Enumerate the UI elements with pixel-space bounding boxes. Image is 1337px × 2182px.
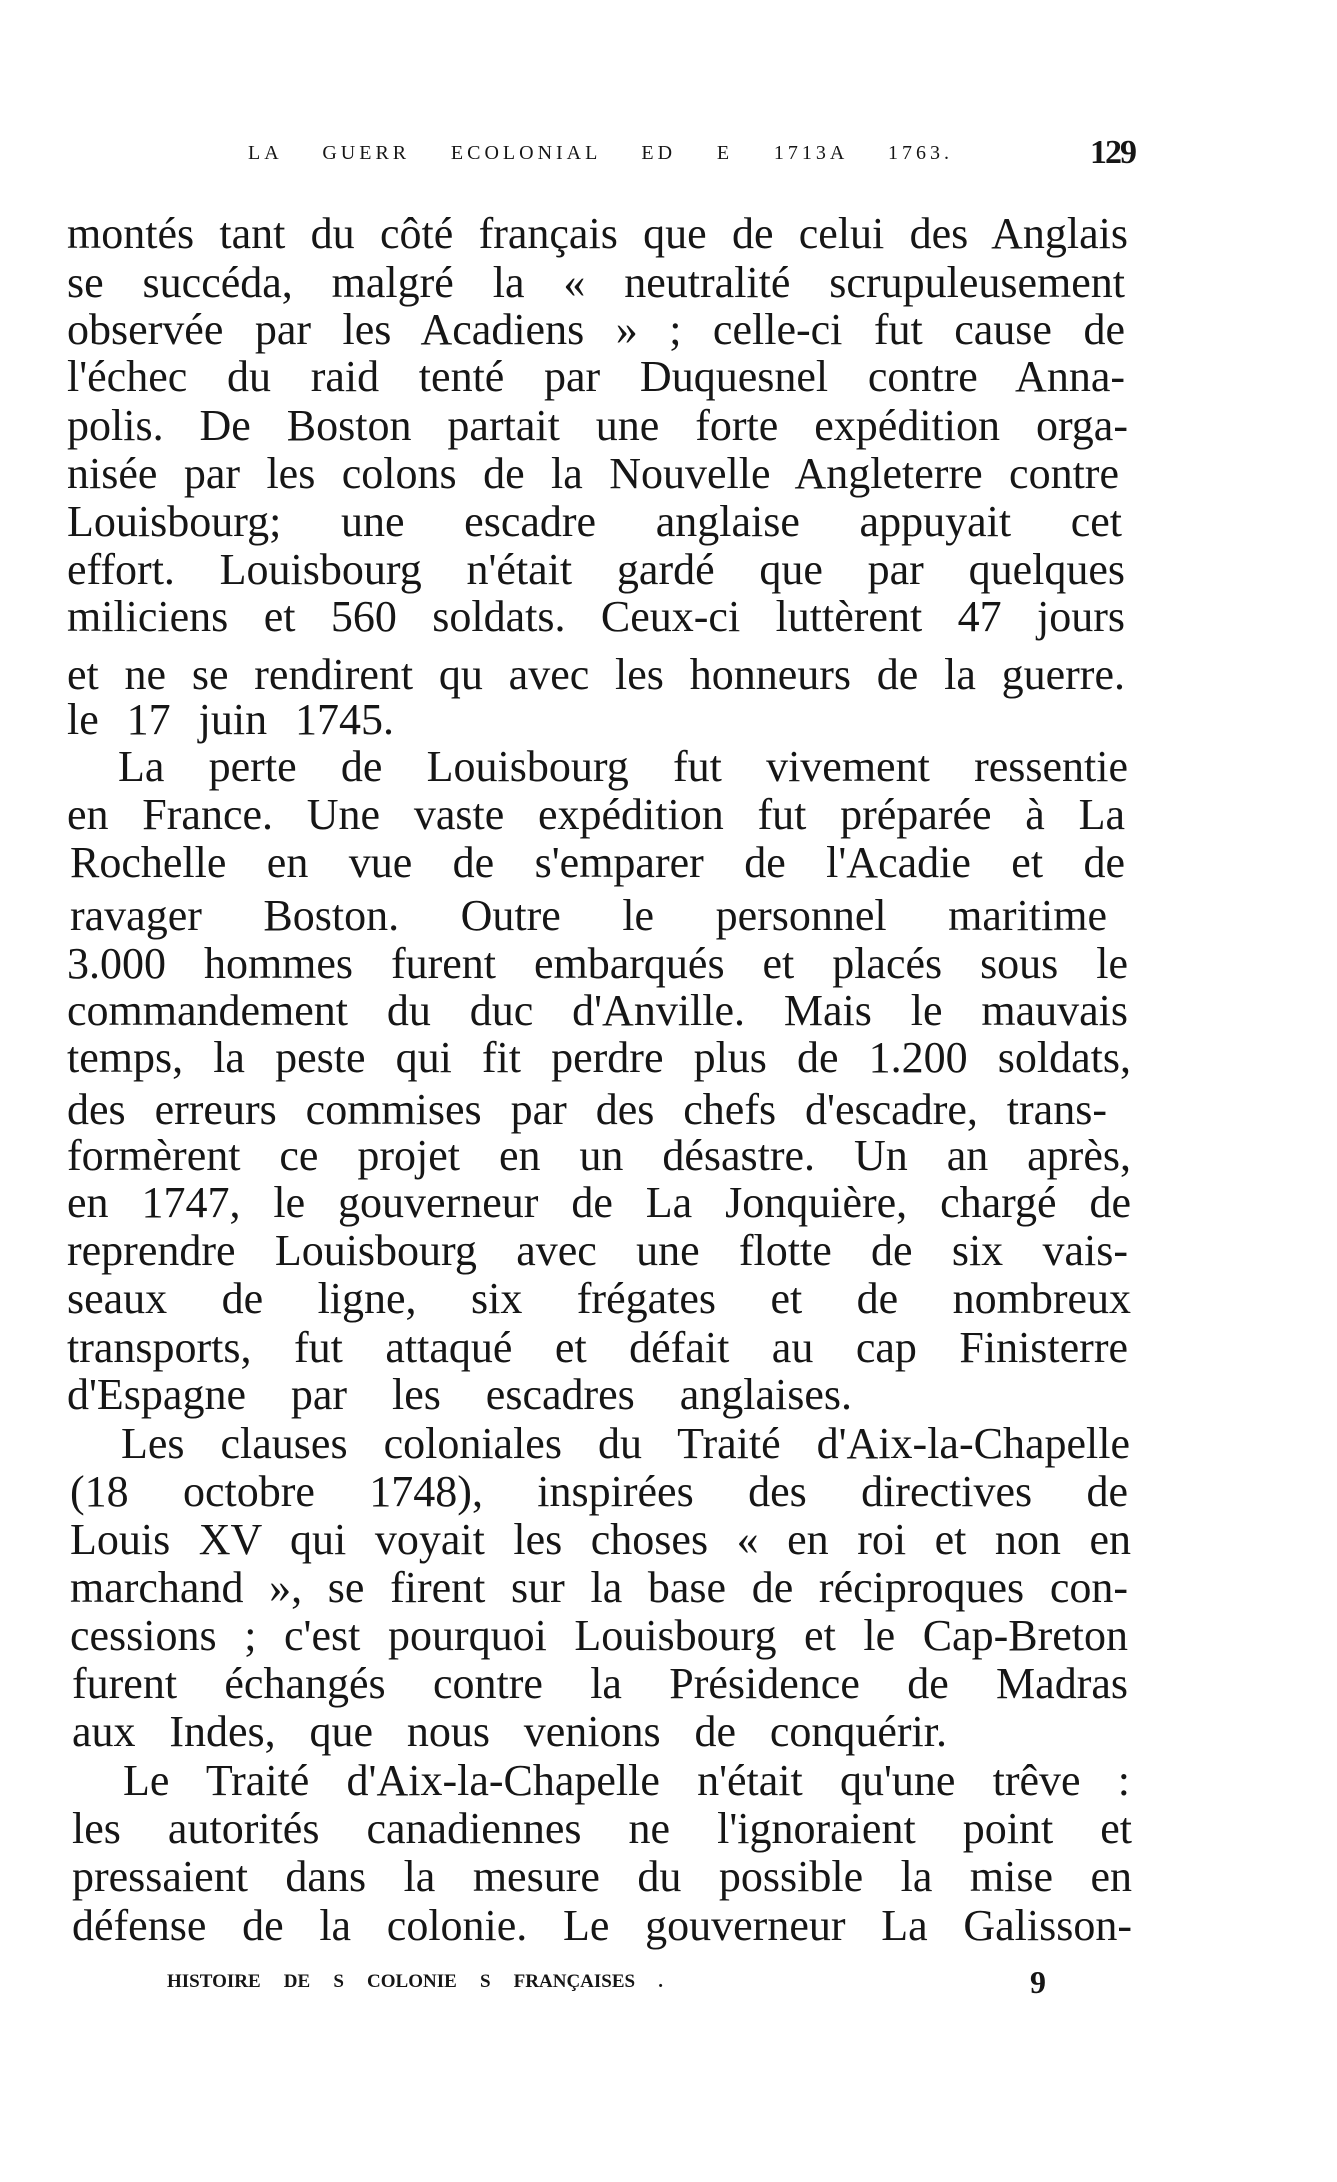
body-line: commandement du duc d'Anville. Mais le mauvais — [67, 986, 1128, 1035]
body-line: reprendre Louisbourg avec une flotte de six vais- — [67, 1226, 1128, 1275]
body-line: transports, fut attaqué et défait au cap Finisterre — [67, 1323, 1128, 1372]
body-line: temps, la peste qui fit perdre plus de 1.200 soldats, — [67, 1033, 1131, 1082]
body-line: les autorités canadiennes ne l'ignoraient point et — [72, 1804, 1132, 1853]
signature-number: 9 — [1030, 1964, 1046, 2000]
body-line: en France. Une vaste expédition fut préparée à La — [67, 790, 1125, 839]
body-line: montés tant du côté français que de celui des Anglais — [67, 209, 1128, 258]
body-line: marchand », se firent sur la base de réciproques con- — [70, 1563, 1128, 1612]
body-line: et ne se rendirent qu avec les honneurs de la guerre. — [67, 650, 1125, 699]
running-title: LA GUERR ECOLONIAL ED E 1713A 1763. — [248, 142, 953, 164]
body-line: effort. Louisbourg n'était gardé que par quelques — [67, 545, 1125, 594]
body-line: Le Traité d'Aix-la-Chapelle n'était qu'une trêve : — [123, 1756, 1130, 1805]
signature-title: HISTOIRE DE S COLONIE S FRANÇAISES . — [167, 1971, 663, 1992]
page-number: 129 — [1090, 134, 1135, 171]
body-line: d'Espagne par les escadres anglaises. — [67, 1370, 852, 1419]
body-line: aux Indes, que nous venions de conquérir. — [72, 1707, 947, 1756]
body-line: seaux de ligne, six frégates et de nombreux — [67, 1274, 1131, 1323]
body-line: en 1747, le gouverneur de La Jonquière, chargé de — [67, 1178, 1131, 1227]
body-line: furent échangés contre la Présidence de Madras — [72, 1659, 1128, 1708]
body-line: se succéda, malgré la « neutralité scrupuleusement — [67, 258, 1125, 307]
body-line: formèrent ce projet en un désastre. Un an après, — [67, 1131, 1131, 1180]
body-line: des erreurs commises par des chefs d'escadre, trans- — [67, 1085, 1107, 1134]
body-line: La perte de Louisbourg fut vivement ressentie — [118, 742, 1128, 791]
body-line: le 17 juin 1745. — [67, 695, 394, 744]
body-line: polis. De Boston partait une forte expédition orga- — [67, 401, 1128, 450]
body-line: ravager Boston. Outre le personnel maritime — [70, 891, 1107, 940]
body-line: défense de la colonie. Le gouverneur La Galisson- — [72, 1901, 1132, 1950]
body-line: observée par les Acadiens » ; celle-ci fut cause de — [67, 305, 1125, 354]
body-line: Les clauses coloniales du Traité d'Aix-la-Chapelle — [121, 1419, 1130, 1468]
body-line: l'échec du raid tenté par Duquesnel contre Anna- — [67, 352, 1125, 401]
body-line: (18 octobre 1748), inspirées des directives de — [70, 1467, 1128, 1516]
body-line: nisée par les colons de la Nouvelle Angleterre contre — [67, 449, 1119, 498]
body-line: pressaient dans la mesure du possible la mise en — [72, 1852, 1132, 1901]
body-line: Louis XV qui voyait les choses « en roi et non en — [70, 1515, 1131, 1564]
body-line: Louisbourg; une escadre anglaise appuyait cet — [67, 497, 1122, 546]
body-line: cessions ; c'est pourquoi Louisbourg et le Cap-Breton — [70, 1611, 1128, 1660]
body-line: miliciens et 560 soldats. Ceux-ci luttèrent 47 jours — [67, 592, 1125, 641]
body-line: Rochelle en vue de s'emparer de l'Acadie et de — [70, 838, 1125, 887]
body-line: 3.000 hommes furent embarqués et placés sous le — [67, 939, 1128, 988]
